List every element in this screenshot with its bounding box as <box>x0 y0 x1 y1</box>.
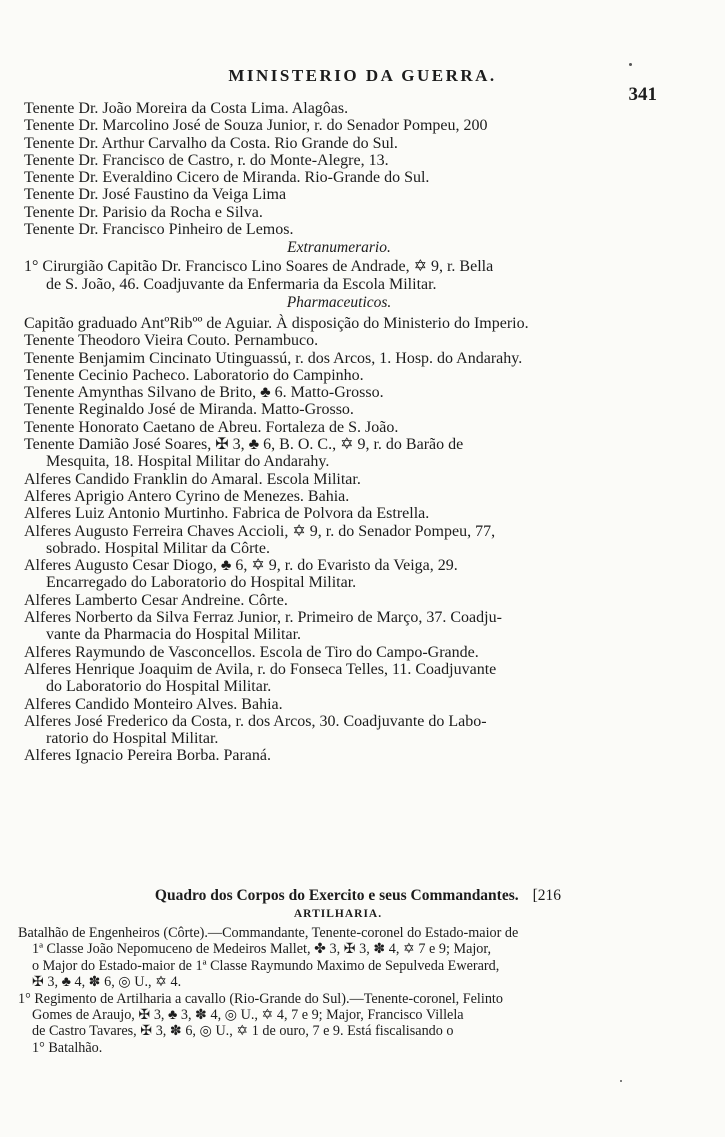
entry-line: Tenente Reginaldo José de Miranda. Matto-Grosso. <box>24 401 354 419</box>
entry-line: Alferes Henrique Joaquim de Avila, r. do Fonseca Telles, 11. Coadjuvante <box>24 660 497 678</box>
entry <box>24 152 654 169</box>
entry <box>24 713 654 748</box>
entry <box>24 609 654 644</box>
entry <box>24 419 654 436</box>
page-header-title: MINISTERIO DA GUERRA. <box>228 66 497 85</box>
entry-continuation-line: vante da Pharmacia do Hospital Militar. <box>46 626 302 644</box>
entry-line: Alferes Candido Monteiro Alves. Bahia. <box>24 695 283 713</box>
entry-line: Tenente Theodoro Vieira Couto. Pernambuco. <box>24 332 319 350</box>
entry <box>24 367 654 384</box>
entry-continuation-line: sobrado. Hospital Militar da Côrte. <box>46 539 270 557</box>
entry-line: Alferes Ignacio Pereira Borba. Paraná. <box>24 747 271 765</box>
entry <box>24 135 654 152</box>
entry-line: Capitão graduado AntºRibºº de Aguiar. À disposição do Ministerio do Imperio. <box>24 314 529 332</box>
entry <box>24 258 654 293</box>
quadro-line: de Castro Tavares, ✠ 3, ✽ 6, ◎ U., ✡ 1 de ouro, 7 e 9. Está fiscalisando o <box>32 1023 454 1040</box>
entry <box>24 436 654 471</box>
pharmaceuticos-section <box>24 315 654 765</box>
entry-line: Alferes Aprigio Antero Cyrino de Menezes. Bahia. <box>24 487 350 505</box>
entry <box>24 661 654 696</box>
entry-line: Tenente Benjamim Cincinato Utinguassú, r. dos Arcos, 1. Hosp. do Andarahy. <box>24 349 523 367</box>
entry <box>24 315 654 332</box>
officer-list <box>24 100 654 765</box>
officers-top-section <box>24 100 654 238</box>
quadro-line: 1ª Classe João Nepomuceno de Medeiros Mallet, ✤ 3, ✠ 3, ✽ 4, ✡ 7 e 9; Major, <box>32 941 492 958</box>
entry <box>24 204 654 221</box>
entry <box>24 186 654 203</box>
quadro-line: 1° Batalhão. <box>32 1039 103 1056</box>
quadro-line: Gomes de Araujo, ✠ 3, ♣ 3, ✽ 4, ◎ U., ✡ 4, 7 e 9; Major, Francisco Villela <box>32 1007 464 1024</box>
quadro-title-text: Quadro dos Corpos do Exercito e seus Commandantes. <box>154 887 519 904</box>
entry-continuation-line: de S. João, 46. Coadjuvante da Enfermaria da Escola Militar. <box>46 275 437 293</box>
entry-continuation-line: do Laboratorio do Hospital Militar. <box>46 678 272 696</box>
entry <box>24 505 654 522</box>
entry-line: Alferes Lamberto Cesar Andreine. Côrte. <box>24 591 288 609</box>
quadro-body <box>18 925 658 1056</box>
entry-line: Tenente Cecinio Pacheco. Laboratorio do Campinho. <box>24 366 364 384</box>
entry <box>24 696 654 713</box>
entry-line: Tenente Honorato Caetano de Abreu. Fortaleza de S. João. <box>24 418 399 436</box>
entry-line: Alferes Augusto Cesar Diogo, ♣ 6, ✡ 9, r. do Evaristo da Veiga, 29. <box>24 557 458 575</box>
entry <box>24 644 654 661</box>
quadro-subheading: ARTILHARIA. <box>293 908 383 920</box>
entry-continuation-line: Mesquita, 18. Hospital Militar do Andarahy. <box>46 453 330 471</box>
entry <box>24 384 654 401</box>
quadro-reference: [216 <box>532 887 562 904</box>
entry-line: Tenente Dr. João Moreira da Costa Lima. Alagôas. <box>24 100 349 117</box>
entry <box>24 169 654 186</box>
entry <box>24 401 654 418</box>
entry-line: Alferes Norberto da Silva Ferraz Junior, r. Primeiro de Março, 37. Coadju- <box>24 609 502 627</box>
quadro-line: 1° Regimento de Artilharia a cavallo (Rio-Grande do Sul).—Tenente-coronel, Felinto <box>18 990 503 1007</box>
section-heading-extranumerario: Extranumerario. <box>287 239 391 257</box>
entry-continuation-line: Encarregado do Laboratorio do Hospital Militar. <box>46 574 357 592</box>
quadro-line: Batalhão de Engenheiros (Côrte).—Commandante, Tenente-coronel do Estado-maior de <box>18 925 519 941</box>
entry <box>24 100 654 117</box>
entry <box>24 523 654 558</box>
entry-line: Alferes José Frederico da Costa, r. dos Arcos, 30. Coadjuvante do Labo- <box>24 712 487 730</box>
entry <box>24 557 654 592</box>
entry <box>24 488 654 505</box>
entry-line: Tenente Dr. José Faustino da Veiga Lima <box>24 186 287 204</box>
entry-line: Tenente Damião José Soares, ✠ 3, ♣ 6, B. O. C., ✡ 9, r. do Barão de <box>24 436 464 454</box>
entry-line: Tenente Dr. Arthur Carvalho da Costa. Rio Grande do Sul. <box>24 134 398 152</box>
entry <box>24 332 654 349</box>
entry <box>24 592 654 609</box>
entry-line: 1° Cirurgião Capitão Dr. Francisco Lino Soares de Andrade, ✡ 9, r. Bella <box>24 258 494 276</box>
quadro-title <box>18 886 658 906</box>
quadro-line: ✠ 3, ♣ 4, ✽ 6, ◎ U., ✡ 4. <box>32 974 182 991</box>
entry-line: Alferes Raymundo de Vasconcellos. Escola de Tiro do Campo-Grande. <box>24 643 479 661</box>
entry-line: Tenente Dr. Marcolino José de Souza Junior, r. do Senador Pompeu, 200 <box>24 117 488 135</box>
entry <box>24 471 654 488</box>
entry-continuation-line: ratorio do Hospital Militar. <box>46 730 219 748</box>
section-heading-pharmaceuticos: Pharmaceuticos. <box>286 293 392 311</box>
entry-line: Alferes Luiz Antonio Murtinho. Fabrica de Polvora da Estrella. <box>24 505 430 523</box>
entry <box>24 747 654 764</box>
entry-line: Tenente Dr. Parisio da Rocha e Silva. <box>24 203 263 221</box>
paper-speck <box>629 63 632 66</box>
entry-line: Tenente Amynthas Silvano de Brito, ♣ 6. Matto-Grosso. <box>24 384 384 402</box>
quadro-line: o Major do Estado-maior de 1ª Classe Raymundo Maximo de Sepulveda Ewerard, <box>32 957 500 974</box>
entry-line: Alferes Augusto Ferreira Chaves Accioli, ✡ 9, r. do Senador Pompeu, 77, <box>24 522 496 540</box>
entry-line: Tenente Dr. Everaldino Cicero de Miranda. Rio-Grande do Sul. <box>24 169 430 187</box>
entry <box>24 221 654 238</box>
page-number: 341 <box>628 84 657 105</box>
quadro-section <box>18 886 658 1056</box>
entry-line: Alferes Candido Franklin do Amaral. Escola Militar. <box>24 470 361 488</box>
paper-speck <box>620 1080 622 1082</box>
entry-line: Tenente Dr. Francisco de Castro, r. do Monte-Alegre, 13. <box>24 151 389 169</box>
entry-line: Tenente Dr. Francisco Pinheiro de Lemos. <box>24 221 294 239</box>
extranumerario-section <box>24 258 654 293</box>
entry <box>24 117 654 134</box>
entry <box>24 350 654 367</box>
